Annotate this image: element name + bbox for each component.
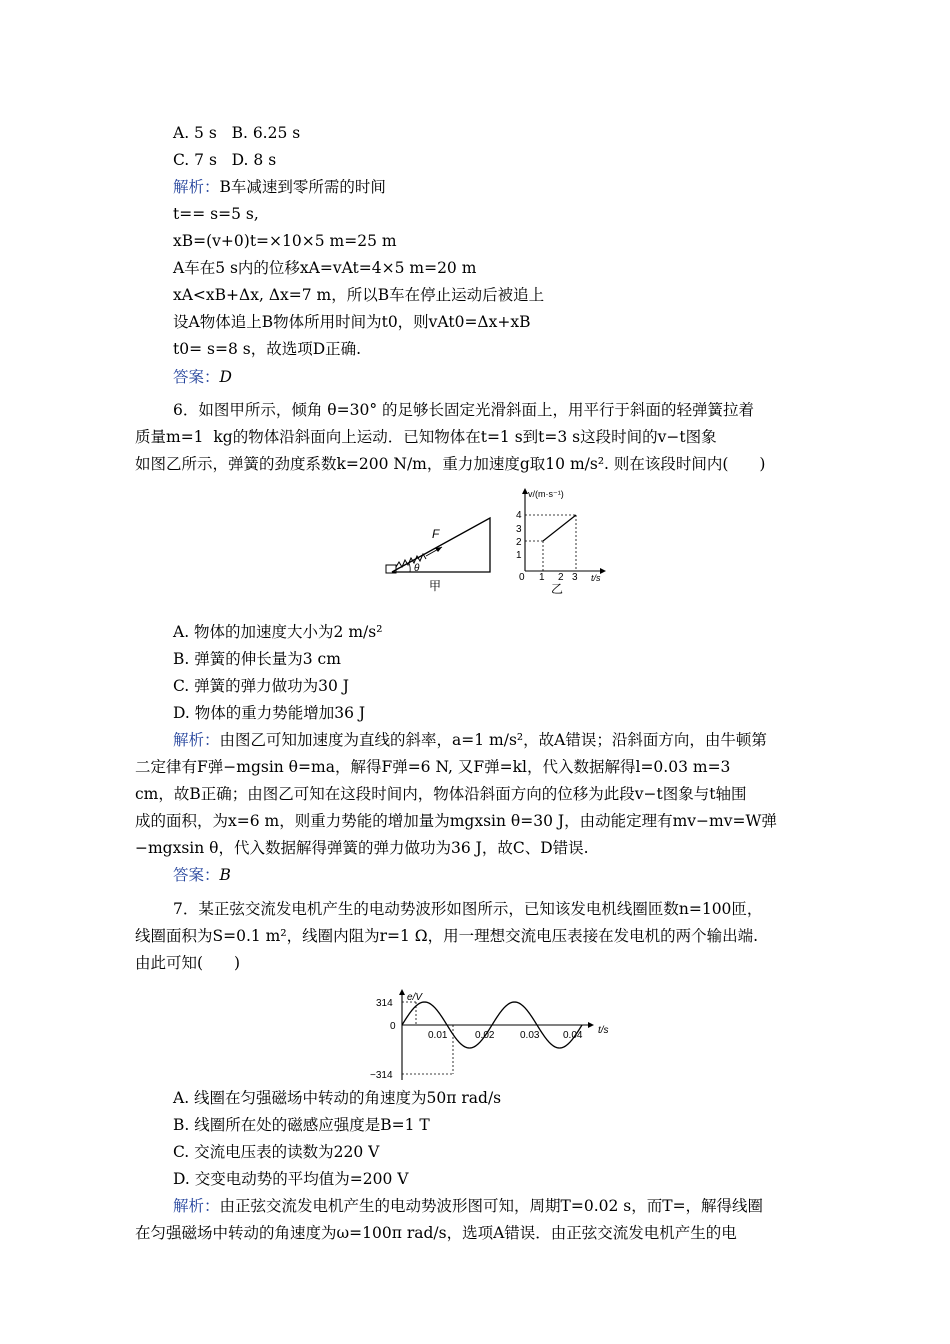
t-axis-arrow — [588, 1022, 594, 1028]
q6-option: A. 物体的加速度大小为2 m/s² — [173, 623, 383, 641]
q6-option: D. 物体的重力势能增加36 J — [173, 704, 366, 722]
q6-stem-line: 质量m=1 kg的物体沿斜面向上运动．已知物体在t=1 s到t=3 s这段时间的v−t图象 — [135, 428, 717, 446]
y-tick-label: 2 — [516, 537, 522, 548]
q7-analysis-line: 在匀强磁场中转动的角速度为ω=100π rad/s，选项A错误．由正弦交流发电机产生的电 — [135, 1224, 737, 1242]
q5-analysis-line: A车在5 s内的位移xA=vAt=4×5 m=20 m — [173, 259, 477, 277]
q6-stem-line: 6．如图甲所示，倾角 θ=30° 的足够长固定光滑斜面上，用平行于斜面的轻弹簧拉着 — [173, 401, 755, 419]
q5-options-ab: A. 5 s B. 6.25 s — [173, 124, 301, 142]
incline-spring-figure — [380, 510, 510, 595]
x-tick-label: 0 — [519, 572, 525, 583]
t-axis-label: t/s — [591, 573, 601, 583]
analysis-label: 解析： — [173, 1197, 220, 1215]
q6-stem-line: 如图乙所示，弹簧的劲度系数k=200 N/m，重力加速度g取10 m/s². 则在该段时间内( ) — [135, 455, 766, 473]
t-axis-arrow — [600, 568, 606, 574]
x-tick-label: 0.02 — [475, 1030, 495, 1041]
q6-analysis-line: −mgxsin θ，代入数据解得弹簧的弹力做功为36 J，故C、D错误. — [135, 839, 589, 857]
y-tick-label: 3 — [516, 524, 522, 535]
y-tick-label: 1 — [516, 550, 522, 561]
q6-analysis-line: 二定律有F弹−mgsin θ=ma，解得F弹=6 N, 又F弹=kl，代入数据解得l=0.03 m=3 — [135, 758, 731, 776]
y-tick-label: 314 — [376, 998, 393, 1009]
x-tick-label: 0.04 — [563, 1030, 583, 1041]
x-tick-label: 0.01 — [428, 1030, 448, 1041]
incline-triangle — [392, 518, 490, 572]
figure-caption: 甲 — [429, 579, 442, 593]
force-label: F — [432, 527, 440, 541]
x-tick-label: 0.03 — [520, 1030, 540, 1041]
q5-options-cd: C. 7 s D. 8 s — [173, 151, 277, 169]
emf-waveform-figure — [360, 985, 620, 1085]
q6-analysis-line: 解析：由图乙可知加速度为直线的斜率，a=1 m/s²，故A错误；沿斜面方向，由牛顿第 — [173, 731, 767, 749]
q5-analysis-line: t0= s=8 s，故选项D正确. — [173, 340, 362, 358]
q7-analysis-line: 解析：由正弦交流发电机产生的电动势波形图可知，周期T=0.02 s，而T=，解得线圈 — [173, 1197, 764, 1215]
q7-option: C. 交流电压表的读数为220 V — [173, 1143, 380, 1161]
angle-label: θ — [414, 563, 420, 574]
q5-analysis-line: 解析：B车减速到零所需的时间 — [173, 178, 386, 196]
y-tick-label: −314 — [370, 1070, 393, 1081]
y-tick-label: 0 — [390, 1021, 396, 1032]
e-axis-arrow — [399, 989, 405, 995]
q6-analysis-line: cm，故B正确；由图乙可知在这段时间内，物体沿斜面方向的位移为此段v−t图象与t轴围 — [135, 785, 747, 803]
q6-option: C. 弹簧的弹力做功为30 J — [173, 677, 350, 695]
q7-option: D. 交变电动势的平均值为=200 V — [173, 1170, 409, 1188]
analysis-label: 解析： — [173, 731, 220, 749]
x-tick-label: 2 — [558, 572, 564, 583]
figure-caption: 乙 — [551, 582, 564, 595]
t-axis-label: t/s — [598, 1025, 609, 1036]
q7-option: B. 线圈所在处的磁感应强度是B=1 T — [173, 1116, 430, 1134]
e-axis-label: e/V — [407, 992, 423, 1003]
analysis-label: 解析： — [173, 178, 220, 196]
q6-option: B. 弹簧的伸长量为3 cm — [173, 650, 341, 668]
q7-option: A. 线圈在匀强磁场中转动的角速度为50π rad/s — [173, 1089, 502, 1107]
q5-answer: 答案：D — [173, 368, 232, 386]
q5-analysis-line: xA<xB+Δx, Δx=7 m，所以B车在停止运动后被追上 — [173, 286, 545, 304]
velocity-line — [543, 515, 576, 541]
q5-analysis-line: 设A物体追上B物体所用时间为t0，则vAt0=Δx+xB — [173, 313, 531, 331]
q5-analysis-line: xB=(v+0)t=×10×5 m=25 m — [173, 232, 397, 250]
answer-label: 答案： — [173, 866, 220, 884]
vt-graph — [505, 485, 615, 595]
q6-answer: 答案：B — [173, 866, 231, 884]
v-axis-label: v/(m·s⁻¹) — [528, 489, 564, 499]
q5-analysis-line: t== s=5 s, — [173, 205, 259, 223]
y-tick-label: 4 — [516, 510, 522, 521]
answer-label: 答案： — [173, 368, 220, 386]
x-tick-label: 3 — [572, 572, 578, 583]
q7-stem-line: 线圈面积为S=0.1 m²，线圈内阻为r=1 Ω，用一理想交流电压表接在发电机的两个输出端. — [135, 927, 759, 945]
x-tick-label: 1 — [539, 572, 545, 583]
q7-stem-line: 7．某正弦交流发电机产生的电动势波形如图所示，已知该发电机线圈匝数n=100匝， — [173, 900, 763, 918]
q7-stem-line: 由此可知( ) — [135, 954, 241, 972]
q6-analysis-line: 成的面积，为x=6 m，则重力势能的增加量为mgxsin θ=30 J，由动能定理有mv−mv=W弹 — [135, 812, 777, 830]
angle-arc — [409, 563, 410, 572]
